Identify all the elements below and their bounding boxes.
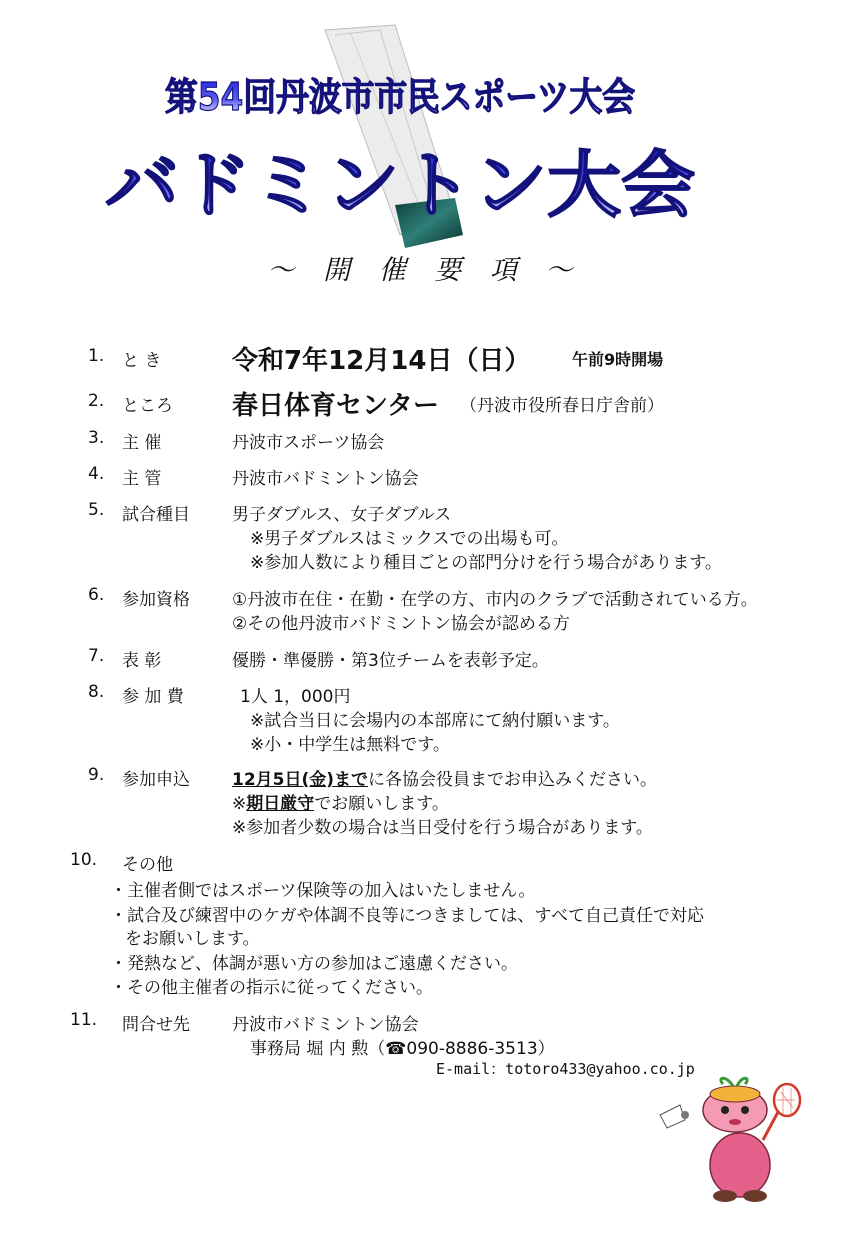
item-label: と き: [122, 351, 162, 371]
item-label: 表 彰: [122, 651, 162, 671]
subtitle: ～ 開 催 要 項 ～: [267, 255, 583, 286]
item-label: 参 加 費: [122, 687, 184, 707]
title-line2: バドミントン大会: [105, 143, 695, 227]
item-label: 主 催: [122, 433, 162, 453]
item-number: 11.: [70, 1010, 98, 1030]
item-number: 7.: [88, 646, 105, 666]
item-note: ※男子ダブルスはミックスでの出場も可。: [250, 529, 569, 549]
item-value: 丹波市スポーツ協会: [232, 433, 385, 453]
small-shuttlecock-icon: [660, 1105, 689, 1128]
item-number: 6.: [88, 585, 105, 605]
deadline: 12月5日(金)まで: [232, 770, 369, 790]
venue-note: （丹波市役所春日庁舎前）: [460, 396, 664, 416]
item-value: ②その他丹波市バドミントン協会が認める方: [232, 614, 570, 634]
item-number: 3.: [88, 428, 105, 448]
note-text: でお願いします。: [314, 794, 449, 814]
event-date: 令和7年12月14日（日）: [232, 346, 531, 376]
item-value: 1人 1，000円: [240, 687, 351, 707]
item-value: 優勝・準優勝・第3位チームを表彰予定。: [232, 651, 549, 671]
deadline-strict: 期日厳守: [246, 794, 315, 814]
mascot-icon: [655, 1070, 805, 1205]
item-number: 8.: [88, 682, 105, 702]
list-item-continued: をお願いします。: [125, 929, 260, 949]
item-value: 男子ダブルス、女子ダブルス: [232, 505, 452, 525]
header-title-art: [95, 20, 715, 250]
item-label: 問合せ先: [122, 1015, 190, 1035]
open-time: 午前9時開場: [572, 350, 664, 369]
item-label: 参加申込: [122, 770, 190, 790]
contact-person: 事務局 堀 内 勲（☎090-8886-3513）: [250, 1039, 555, 1059]
application-text: に各協会役員までお申込みください。: [368, 770, 658, 790]
item-number: 10.: [70, 850, 98, 870]
item-number: 5.: [88, 500, 105, 520]
list-item: ・その他主催者の指示に従ってください。: [110, 978, 433, 998]
item-label: 主 管: [122, 469, 162, 489]
contact-org: 丹波市バドミントン協会: [232, 1015, 419, 1035]
list-item: ・試合及び練習中のケガや体調不良等につきましては、すべて自己責任で対応: [110, 906, 704, 926]
item-label: 参加資格: [122, 590, 190, 610]
item-number: 9.: [88, 765, 105, 785]
list-item: ・発熱など、体調が悪い方の参加はご遠慮ください。: [110, 954, 518, 974]
venue-name: 春日体育センター: [232, 391, 439, 421]
item-value: ①丹波市在住・在勤・在学の方、市内のクラブで活動されている方。: [232, 590, 758, 610]
contact-email: E-mail：totoro433@yahoo.co.jp: [436, 1060, 695, 1078]
item-note: ※小・中学生は無料です。: [250, 735, 450, 755]
list-item: ・主催者側ではスポーツ保険等の加入はいたしません。: [110, 881, 536, 901]
note-mark: ※: [232, 794, 247, 814]
item-note: ※参加者少数の場合は当日受付を行う場合があります。: [232, 818, 653, 838]
item-value: 丹波市バドミントン協会: [232, 469, 419, 489]
item-number: 2.: [88, 391, 105, 411]
item-label: その他: [122, 855, 173, 875]
item-number: 4.: [88, 464, 105, 484]
item-label: 試合種目: [122, 505, 190, 525]
title-line1: 第54回丹波市市民スポーツ大会: [165, 75, 635, 119]
item-label: ところ: [122, 396, 173, 416]
item-note: ※試合当日に会場内の本部席にて納付願います。: [250, 711, 620, 731]
item-note: ※参加人数により種目ごとの部門分けを行う場合があります。: [250, 553, 722, 573]
item-number: 1.: [88, 346, 105, 366]
